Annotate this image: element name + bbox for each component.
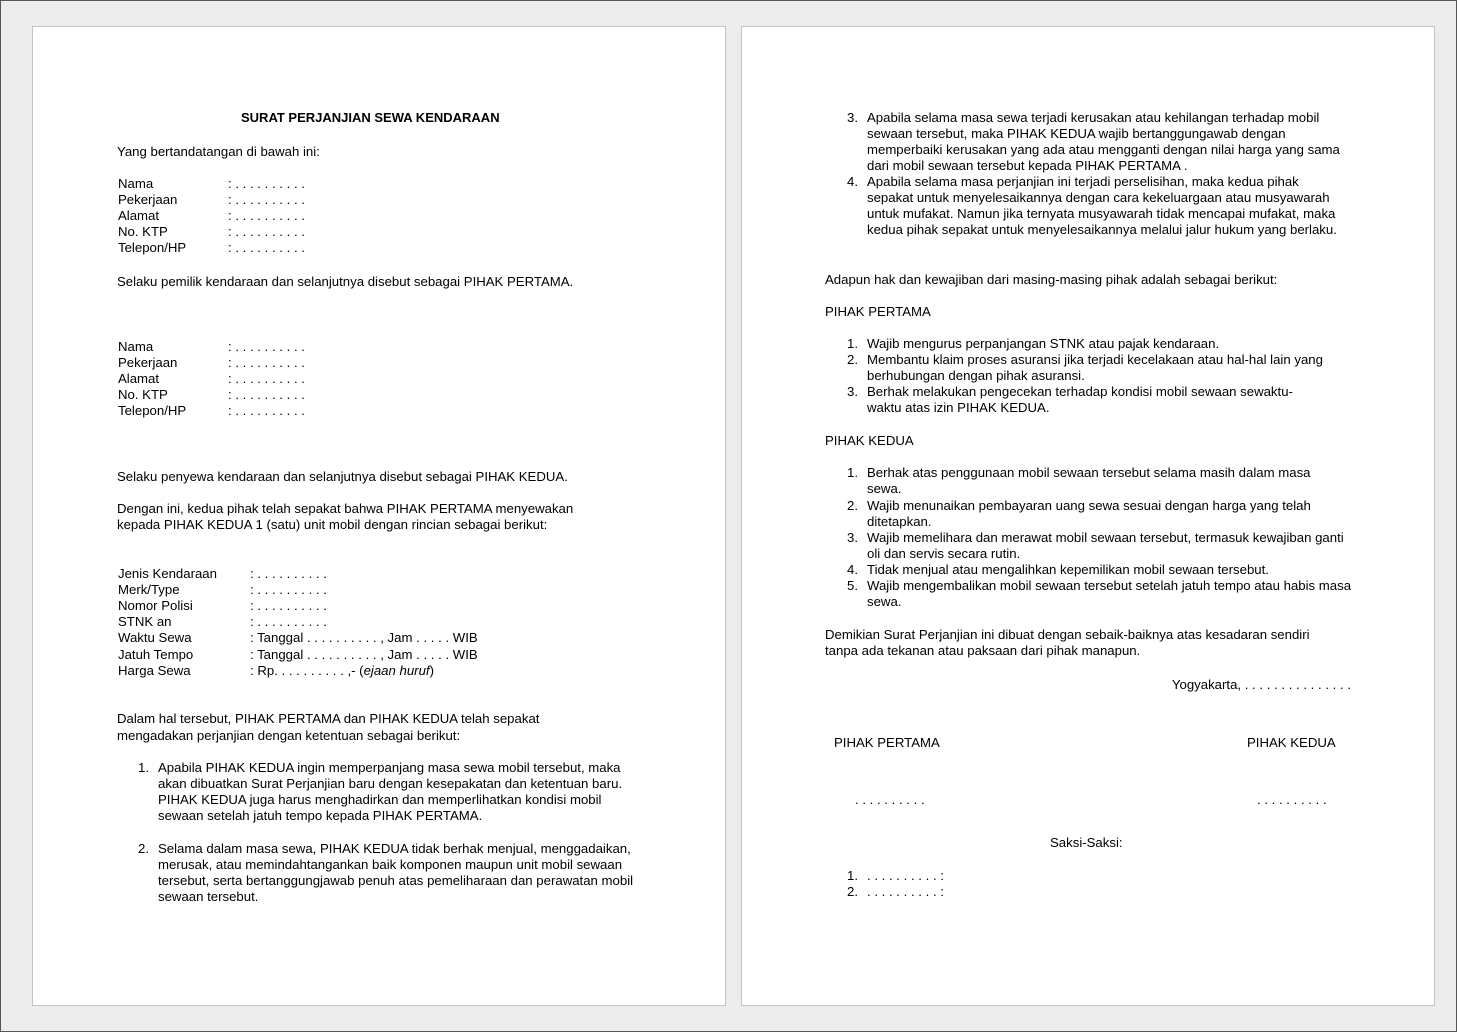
rights-intro-text: Adapun hak dan kewajiban dari masing-masing pihak adalah sebagai berikut: [825, 272, 1278, 287]
list-number: 2. [138, 841, 149, 856]
signer-left-label: PIHAK PERTAMA [834, 735, 940, 750]
terms-intro-line2: mengadakan perjanjian dengan ketentuan sebagai berikut: [117, 728, 461, 743]
field-value: : . . . . . . . . . . [250, 614, 327, 629]
list-number: 3. [847, 110, 858, 125]
list-text: Wajib mengembalikan mobil sewaan tersebut setelah jatuh tempo atau habis masa sewa. [867, 578, 1352, 610]
field-value: : . . . . . . . . . . [250, 582, 327, 597]
party2-role-text: Selaku penyewa kendaraan dan selanjutnya disebut sebagai PIHAK KEDUA. [117, 469, 568, 484]
field-label: Alamat [118, 208, 160, 223]
list-number: 1. [847, 868, 858, 883]
field-value: : Rp. . . . . . . . . . ,- (ejaan huruf) [250, 663, 434, 678]
field-value: : . . . . . . . . . . [228, 224, 305, 239]
field-value: : . . . . . . . . . . [228, 192, 305, 207]
field-value: : . . . . . . . . . . [228, 240, 305, 255]
field-label: Telepon/HP [118, 240, 187, 255]
witness-line: . . . . . . . . . . : [867, 868, 944, 883]
list-text: Membantu klaim proses asuransi jika terjadi kecelakaan atau hal-hal lain yang berhubungan dengan pihak asuransi. [867, 352, 1323, 384]
field-value: : . . . . . . . . . . [250, 566, 327, 581]
terms-intro-line1: Dalam hal tersebut, PIHAK PERTAMA dan PIHAK KEDUA telah sepakat [117, 711, 540, 726]
field-label: Alamat [118, 371, 160, 386]
pihak-pertama-heading: PIHAK PERTAMA [825, 304, 931, 319]
document-title: SURAT PERJANJIAN SEWA KENDARAAN [241, 110, 500, 125]
agreement-text-line1: Dengan ini, kedua pihak telah sepakat bahwa PIHAK PERTAMA menyewakan [117, 501, 574, 516]
agreement-text-line2: kepada PIHAK KEDUA 1 (satu) unit mobil dengan rincian sebagai berikut: [117, 517, 548, 532]
field-label: Jenis Kendaraan [118, 566, 217, 581]
field-label: Pekerjaan [118, 192, 178, 207]
list-number: 3. [847, 384, 858, 399]
field-value: : . . . . . . . . . . [228, 208, 305, 223]
field-label: Jatuh Tempo [118, 647, 194, 662]
place-date: Yogyakarta, . . . . . . . . . . . . . . . [1171, 677, 1351, 692]
signature-right-line: . . . . . . . . . . [1257, 792, 1327, 807]
field-label: Nomor Polisi [118, 598, 193, 613]
field-value: : . . . . . . . . . . [228, 355, 305, 370]
document-page-2 [741, 26, 1435, 1006]
list-text: Tidak menjual atau mengalihkan kepemilikan mobil sewaan tersebut. [867, 562, 1269, 577]
list-number: 5. [847, 578, 858, 593]
list-text: Selama dalam masa sewa, PIHAK KEDUA tidak berhak menjual, menggadaikan, merusak, atau memindahtangankan baik komponen maupun unit mobil sewaan tersebut, serta bertanggungjawab penuh atas pemeliharaan dan perawatan mobil sewaan tersebut. [158, 841, 634, 905]
list-text: Apabila selama masa sewa terjadi kerusakan atau kehilangan terhadap mobil sewaan tersebut, maka PIHAK KEDUA wajib bertanggungawab dengan memperbaiki kerusakan yang ada atau mengganti dengan nilai harga yang sama dari mobil sewaan tersebut kepada PIHAK PERTAMA . [867, 110, 1340, 174]
pihak-kedua-heading: PIHAK KEDUA [825, 433, 914, 448]
field-label: Telepon/HP [118, 403, 187, 418]
field-value: : . . . . . . . . . . [228, 403, 305, 418]
field-value: : . . . . . . . . . . [228, 176, 305, 191]
field-value: : . . . . . . . . . . [228, 387, 305, 402]
list-number: 4. [847, 562, 858, 577]
list-number: 2. [847, 884, 858, 899]
witness-line: . . . . . . . . . . : [867, 884, 944, 899]
list-number: 1. [847, 465, 858, 480]
list-number: 2. [847, 498, 858, 513]
witness-heading: Saksi-Saksi: [1050, 835, 1123, 850]
closing-text-line1: Demikian Surat Perjanjian ini dibuat dengan sebaik-baiknya atas kesadaran sendiri [825, 627, 1310, 642]
party1-role-text: Selaku pemilik kendaraan dan selanjutnya disebut sebagai PIHAK PERTAMA. [117, 274, 574, 289]
field-value: : Tanggal . . . . . . . . . . , Jam . . . . . WIB [250, 647, 478, 662]
list-text: Apabila selama masa perjanjian ini terjadi perselisihan, maka kedua pihak sepakat untuk menyelesaikannya dengan cara kekeluargaan atau musyawarah untuk mufakat. Namun jika ternyata musyawarah tidak mencapai mufakat, maka kedua pihak sepakat untuk menyelesaikannya melalui jalur hukum yang berlaku. [867, 174, 1337, 238]
signature-left-line: . . . . . . . . . . [855, 792, 925, 807]
field-value: : . . . . . . . . . . [250, 598, 327, 613]
list-text: Apabila PIHAK KEDUA ingin memperpanjang masa sewa mobil tersebut, maka akan dibuatkan Surat Perjanjian baru dengan kesepakatan dan ketentuan baru. PIHAK KEDUA juga harus menghadirkan dan memperlihatkan kondisi mobil sewaan setelah jatuh tempo kepada PIHAK PERTAMA. [158, 760, 623, 824]
field-label: Nama [118, 339, 154, 354]
intro-text: Yang bertandatangan di bawah ini: [117, 144, 320, 159]
field-value: : Tanggal . . . . . . . . . . , Jam . . . . . WIB [250, 630, 478, 645]
list-number: 2. [847, 352, 858, 367]
field-label: Pekerjaan [118, 355, 178, 370]
list-text: Berhak melakukan pengecekan terhadap kondisi mobil sewaan sewaktu-waktu atas izin PIHAK KEDUA. [867, 384, 1293, 416]
list-number: 1. [847, 336, 858, 351]
field-label: Waktu Sewa [118, 630, 192, 645]
field-value: : . . . . . . . . . . [228, 339, 305, 354]
field-label: STNK an [118, 614, 172, 629]
field-label: Merk/Type [118, 582, 180, 597]
field-label: No. KTP [118, 224, 168, 239]
field-value: : . . . . . . . . . . [228, 371, 305, 386]
closing-text-line2: tanpa ada tekanan atau paksaan dari pihak manapun. [825, 643, 1141, 658]
list-text: Wajib menunaikan pembayaran uang sewa sesuai dengan harga yang telah ditetapkan. [867, 498, 1311, 530]
field-label: Harga Sewa [118, 663, 191, 678]
witness-item [847, 884, 1047, 900]
field-label: No. KTP [118, 387, 168, 402]
list-text: Berhak atas penggunaan mobil sewaan tersebut selama masih dalam masa sewa. [867, 465, 1311, 497]
field-label: Nama [118, 176, 154, 191]
witness-item [847, 868, 1047, 884]
document-page-1 [32, 26, 726, 1006]
list-number: 4. [847, 174, 858, 189]
list-number: 1. [138, 760, 149, 775]
list-number: 3. [847, 530, 858, 545]
list-text: Wajib memelihara dan merawat mobil sewaan tersebut, termasuk kewajiban ganti oli dan servis secara rutin. [867, 530, 1344, 562]
signer-right-label: PIHAK KEDUA [1247, 735, 1336, 750]
list-text: Wajib mengurus perpanjangan STNK atau pajak kendaraan. [867, 336, 1220, 351]
